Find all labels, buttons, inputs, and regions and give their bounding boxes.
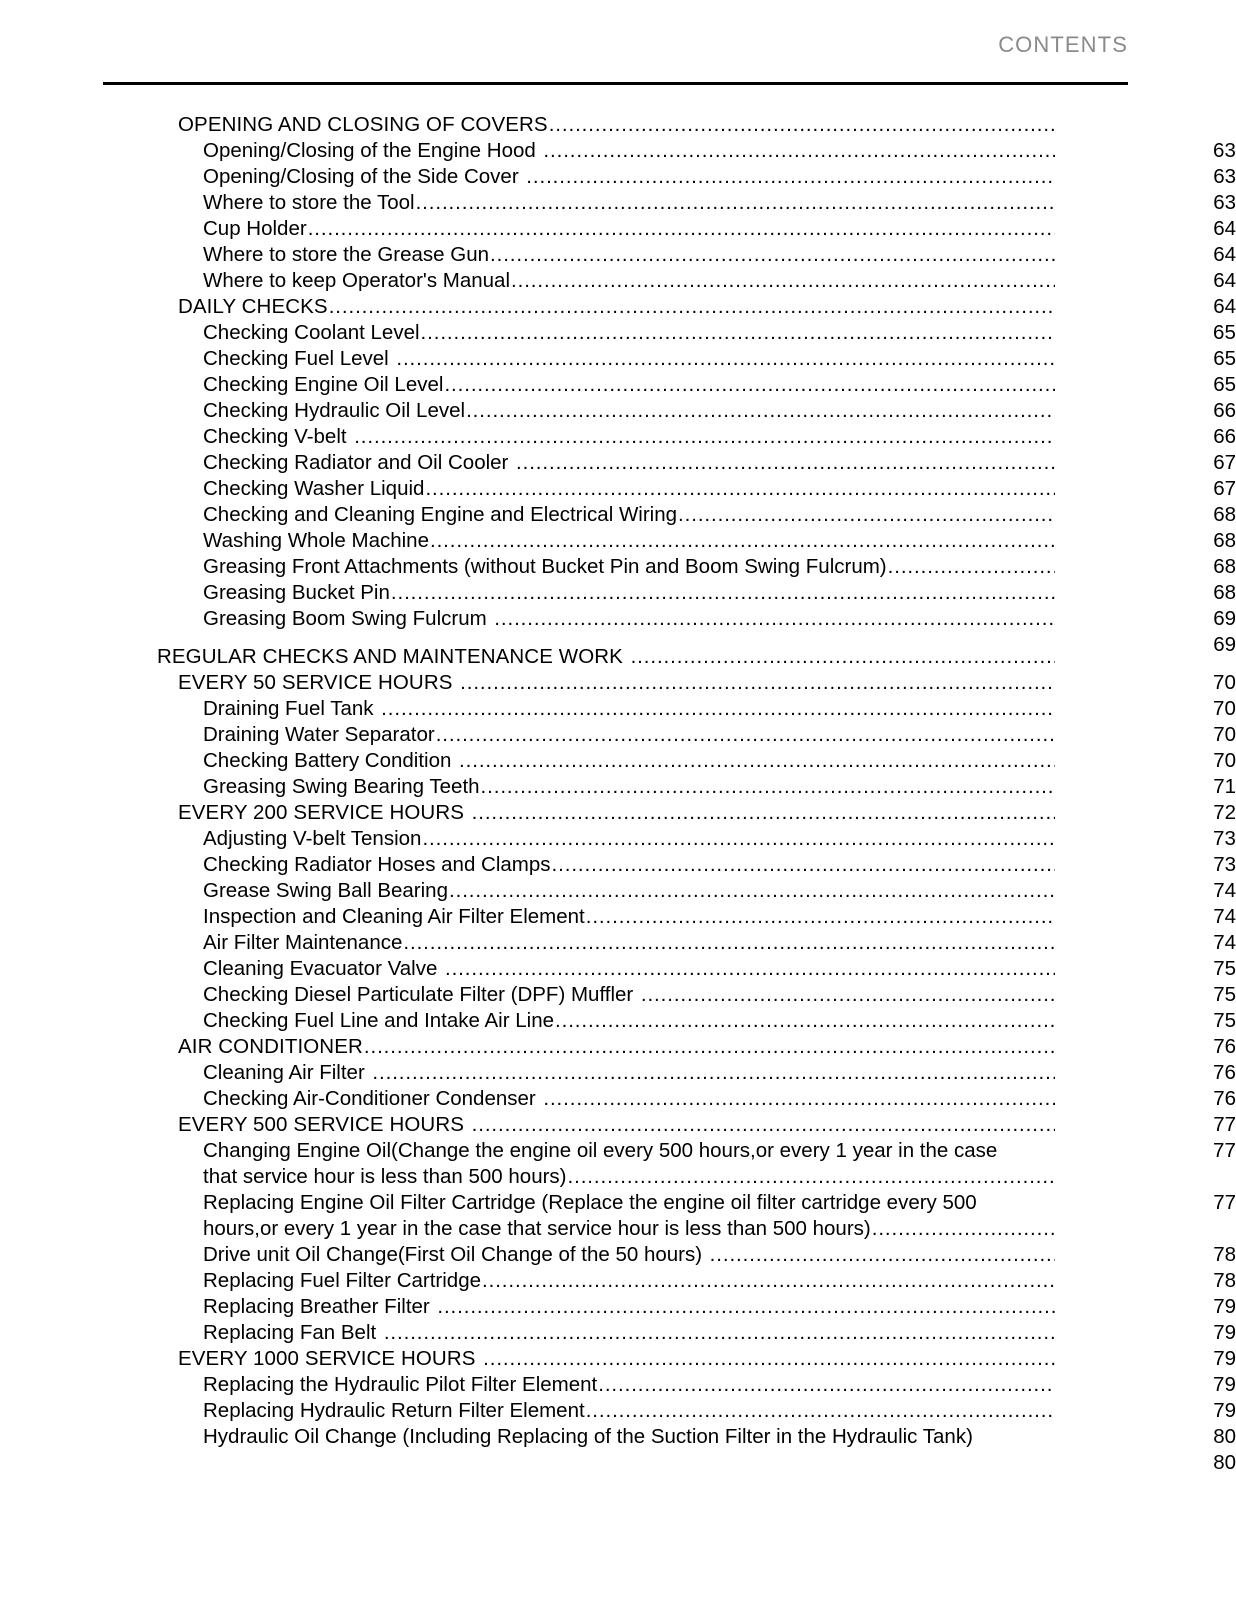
toc-dot-leader [420,320,1055,346]
toc-dot-leader [451,748,1055,774]
toc-entry-title: Greasing Bucket Pin [203,581,390,604]
toc-page-number: 73 [1212,827,1236,850]
toc-page-number: 63 [1213,191,1236,214]
toc-entry-title: Cleaning Evacuator Valve [203,957,438,980]
toc-page-number: 75 [1213,957,1236,980]
toc-entry-title: EVERY 50 SERVICE HOURS [178,671,453,694]
toc-dot-leader [421,826,1055,852]
toc-page-number: 74 [1213,931,1236,954]
toc-page-number: 63 [1213,165,1236,188]
toc-entry-row [178,800,1055,826]
toc-page-number: 72 [1213,801,1236,824]
toc-dot-leader [585,1398,1055,1424]
toc-entry[interactable] [0,606,1236,656]
toc-page-number: 80 [1213,1451,1236,1474]
toc-dot-leader [536,138,1055,164]
toc-entry-row [203,580,1055,606]
toc-entry-title: Checking Battery Condition [203,749,452,772]
toc-entry-row [203,774,1055,800]
toc-entry-title: REGULAR CHECKS AND MAINTENANCE WORK [157,645,623,668]
toc-dot-leader [887,554,1055,580]
toc-entry-title: Replacing Fan Belt [203,1321,377,1344]
toc-page-number: 76 [1213,1035,1236,1058]
toc-dot-leader [365,1060,1055,1086]
toc-dot-leader [374,696,1055,722]
toc-dot-leader [389,346,1055,372]
toc-dot-leader [424,476,1055,502]
toc-entry-row [203,1008,1055,1034]
toc-page-number: 69 [1213,633,1236,656]
toc-entry-title: OPENING AND CLOSING OF COVERS [178,113,548,136]
toc-page-number: 66 [1213,399,1236,422]
toc-entry-row [203,878,1055,904]
toc-entry-wrapped-line: Replacing Engine Oil Filter Cartridge (Replace the engine oil filter cartridge every 500 [203,1191,977,1214]
toc-page-number: 79 [1213,1295,1236,1318]
toc-entry-row [203,852,1055,878]
toc-entry-row [203,554,1055,580]
toc-entry-title: Checking Diesel Particulate Filter (DPF) Muffler [203,983,634,1006]
toc-entry-row [203,216,1055,242]
toc-dot-leader [464,800,1055,826]
toc-entry-row [178,294,1055,320]
toc-dot-leader [476,1346,1055,1372]
toc-entry-row [203,1086,1055,1112]
toc-entry-title: hours,or every 1 year in the case that service hour is less than 500 hours) [203,1217,871,1240]
toc-dot-leader [623,644,1055,670]
toc-entry-row [203,1294,1055,1320]
toc-entry-row [203,826,1055,852]
toc-page-number: 74 [1213,879,1236,902]
toc-dot-leader [480,774,1055,800]
page-title: CONTENTS [998,32,1128,57]
toc-page-number: 78 [1213,1269,1236,1292]
toc-page-number: 68 [1213,529,1236,552]
toc-entry-title: EVERY 200 SERVICE HOURS [178,801,465,824]
toc-entry-row [203,190,1055,216]
toc-dot-leader [376,1320,1055,1346]
toc-entry-title: DAILY CHECKS [178,295,328,318]
toc-entry-row [203,748,1055,774]
table-of-contents [0,112,1236,1474]
toc-dot-leader [429,528,1055,554]
toc-page-number: 68 [1213,555,1236,578]
toc-entry-row [203,956,1055,982]
toc-entry-title: Checking Washer Liquid [203,477,425,500]
toc-entry-row [203,1268,1055,1294]
toc-dot-leader [453,670,1055,696]
page-header [103,34,1128,56]
toc-dot-leader [633,982,1055,1008]
toc-entry-row [203,1320,1055,1346]
toc-entry-title: AIR CONDITIONER [178,1035,363,1058]
toc-dot-leader [508,450,1055,476]
toc-page-number: 75 [1213,983,1236,1006]
toc-page-number: 65 [1213,373,1236,396]
toc-entry-row [203,164,1055,190]
toc-page-number: 67 [1213,451,1236,474]
toc-entry-row [178,112,1055,138]
toc-entry-row [203,1398,1055,1424]
toc-entry-title: Inspection and Cleaning Air Filter Element [203,905,585,928]
toc-dot-leader [510,268,1055,294]
toc-entry-title: Draining Fuel Tank [203,697,374,720]
toc-page-number: 64 [1213,243,1236,266]
toc-entry-row [203,476,1055,502]
toc-page-number: 69 [1213,607,1236,630]
toc-page-number: 76 [1212,1061,1236,1084]
toc-dot-leader [437,956,1055,982]
toc-entry[interactable] [0,1424,1236,1474]
toc-page-number: 75 [1213,1009,1236,1032]
toc-entry-title: Where to keep Operator's Manual [203,269,511,292]
toc-entry-title: Adjusting V-belt Tension [203,827,422,850]
toc-entry-row [203,1242,1055,1268]
toc-entry-title: Hydraulic Oil Change (Including Replacing of the Suction Filter in the Hydraulic Tank) [203,1425,973,1448]
toc-dot-leader [443,372,1055,398]
toc-page-number: 77 [1212,1139,1236,1162]
toc-page-number: 71 [1213,775,1236,798]
toc-entry-title: Opening/Closing of the Side Cover [203,165,519,188]
toc-entry-title: Checking V-belt [203,425,347,448]
toc-entry-row [178,670,1055,696]
toc-entry-title: Draining Water Separator [203,723,435,746]
toc-entry-row [203,242,1055,268]
toc-page-number: 78 [1213,1243,1236,1266]
toc-entry-title: Checking Engine Oil Level [203,373,444,396]
toc-entry-row [178,1034,1055,1060]
toc-entry-title: Opening/Closing of the Engine Hood [203,139,536,162]
toc-dot-leader [702,1242,1055,1268]
toc-entry-row [203,1216,1055,1242]
toc-dot-leader [307,216,1055,242]
toc-entry-title: Checking Radiator and Oil Cooler [203,451,509,474]
toc-page-number: 76 [1213,1087,1236,1110]
toc-entry-row [203,268,1055,294]
toc-dot-leader [554,1008,1055,1034]
toc-entry-title: EVERY 500 SERVICE HOURS [178,1113,465,1136]
toc-page-number: 64 [1213,269,1236,292]
toc-entry-row [203,424,1055,450]
toc-dot-leader [363,1034,1055,1060]
toc-entry-row [203,320,1055,346]
toc-entry-title: Greasing Front Attachments (without Bucket Pin and Boom Swing Fulcrum) [203,555,887,578]
toc-page-number: 74 [1213,905,1236,928]
toc-dot-leader [567,1164,1056,1190]
toc-entry-title: Checking Coolant Level [203,321,420,344]
toc-entry-title: Replacing Hydraulic Return Filter Element [203,1399,585,1422]
toc-entry-wrapped-line: Changing Engine Oil(Change the engine oil every 500 hours,or every 1 year in the case [203,1139,998,1162]
header-divider [103,82,1128,85]
toc-page-number: 70 [1213,723,1236,746]
toc-dot-leader [347,424,1055,450]
toc-dot-leader [415,190,1055,216]
toc-dot-leader [677,502,1055,528]
toc-page-number: 79 [1213,1321,1236,1344]
toc-entry-title: Replacing Fuel Filter Cartridge [203,1269,482,1292]
toc-entry-row [203,904,1055,930]
toc-dot-leader [390,580,1055,606]
toc-entry-title: Cup Holder [203,217,307,240]
toc-page-number: 79 [1213,1347,1236,1370]
toc-page-number: 79 [1213,1399,1236,1422]
toc-page-number: 67 [1213,477,1236,500]
toc-page-number: 77 [1213,1191,1236,1214]
toc-entry-title: Checking and Cleaning Engine and Electrical Wiring [203,503,678,526]
toc-entry-title: Washing Whole Machine [203,529,429,552]
toc-dot-leader [430,1294,1055,1320]
toc-entry-row [203,502,1055,528]
toc-page-number: 65 [1212,321,1236,344]
toc-page-number: 80 [1213,1425,1236,1448]
toc-entry-row [178,1346,1055,1372]
toc-entry-title: Air Filter Maintenance [203,931,403,954]
toc-entry-row [203,398,1055,424]
toc-entry-row [203,696,1055,722]
toc-page-number: 63 [1212,139,1236,162]
toc-entry-title: Greasing Boom Swing Fulcrum [203,607,487,630]
toc-entry-title: that service hour is less than 500 hours) [203,1165,567,1188]
toc-dot-leader [481,1268,1055,1294]
toc-page-number: 73 [1213,853,1236,876]
toc-dot-leader [448,878,1055,904]
toc-entry-title: Checking Radiator Hoses and Clamps [203,853,551,876]
toc-dot-leader [464,1112,1055,1138]
toc-entry-title: Where to store the Grease Gun [203,243,489,266]
toc-entry-title: Checking Hydraulic Oil Level [203,399,466,422]
toc-dot-leader [585,904,1055,930]
toc-dot-leader [973,1424,1055,1450]
toc-entry-title: Grease Swing Ball Bearing [203,879,448,902]
toc-entry-title: Where to store the Tool [203,191,415,214]
toc-entry-title: Cleaning Air Filter [203,1061,365,1084]
toc-entry-row [203,606,1055,632]
toc-page-number: 77 [1213,1113,1236,1136]
toc-dot-leader [489,242,1055,268]
toc-entry-row [203,982,1055,1008]
toc-page-number: 70 [1213,749,1236,772]
toc-entry-title: Replacing the Hydraulic Pilot Filter Element [203,1373,598,1396]
toc-entry-title: EVERY 1000 SERVICE HOURS [178,1347,476,1370]
toc-page-number: 68 [1213,503,1236,526]
toc-dot-leader [597,1372,1055,1398]
toc-entry-title: Checking Fuel Level [203,347,389,370]
toc-entry-row [203,346,1055,372]
toc-entry-row [157,644,1055,670]
toc-entry-row [178,1112,1055,1138]
toc-entry-row [203,528,1055,554]
toc-entry-row [203,1424,1055,1450]
toc-entry-title: Greasing Swing Bearing Teeth [203,775,480,798]
toc-dot-leader [487,606,1055,632]
toc-entry-row [203,722,1055,748]
toc-entry-title: Replacing Breather Filter [203,1295,430,1318]
toc-entry-title: Checking Air-Conditioner Condenser [203,1087,536,1110]
toc-page-number: 65 [1213,347,1236,370]
toc-entry-row [203,930,1055,956]
toc-dot-leader [871,1216,1055,1242]
toc-page-number: 79 [1212,1373,1236,1396]
toc-entry-row [203,450,1055,476]
toc-entry-row [203,138,1055,164]
toc-page-number: 64 [1213,295,1236,318]
toc-dot-leader [402,930,1055,956]
toc-dot-leader [551,852,1055,878]
toc-dot-leader [536,1086,1055,1112]
toc-page-number: 70 [1212,697,1236,720]
toc-dot-leader [519,164,1055,190]
toc-entry-row [203,1164,1055,1190]
toc-page-number: 70 [1212,671,1236,694]
toc-page-number: 64 [1213,217,1236,240]
toc-dot-leader [435,722,1055,748]
toc-dot-leader [328,294,1055,320]
toc-dot-leader [465,398,1055,424]
toc-dot-leader [548,112,1055,138]
toc-entry-title: Drive unit Oil Change(First Oil Change of the 50 hours) [203,1243,703,1266]
toc-entry-row [203,1060,1055,1086]
toc-page-number: 68 [1213,581,1236,604]
toc-entry-row [203,1372,1055,1398]
toc-entry-row [203,372,1055,398]
toc-page-number: 66 [1213,425,1236,448]
toc-entry-title: Checking Fuel Line and Intake Air Line [203,1009,555,1032]
